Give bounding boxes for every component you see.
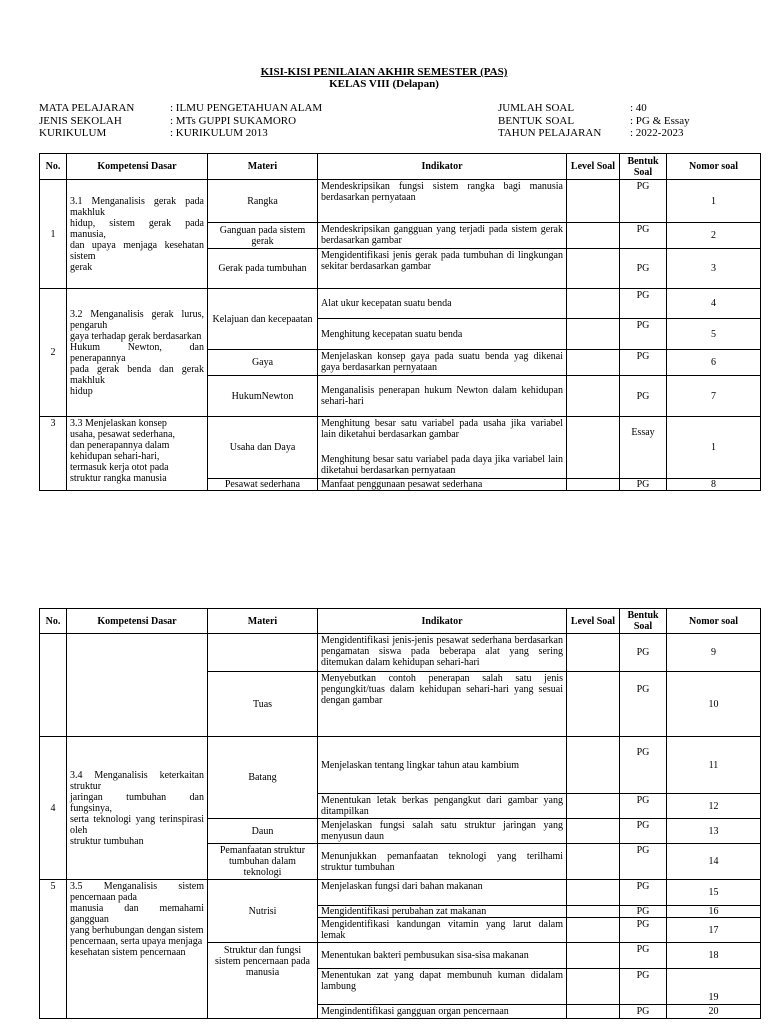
col-header-materi: Materi — [208, 154, 318, 180]
cell-indikator: Menjelaskan tentang lingkar tahun atau kambium — [318, 737, 567, 794]
cell-materi — [208, 634, 318, 672]
cell-indikator: Menentukan zat yang dapat membunuh kuman didalam lambung — [318, 969, 567, 1005]
cell-indikator: Mengidentifikasi jenis gerak pada tumbuhan di lingkungan sekitar berdasarkan gambar — [318, 249, 567, 289]
cell-level — [567, 1005, 620, 1019]
cell-indikator: Menentukan letak berkas pengangkut dari gambar yang ditampilkan — [318, 794, 567, 819]
info-value: : KURIKULUM 2013 — [170, 127, 268, 139]
info-label: MATA PELAJARAN — [39, 102, 135, 114]
cell-level — [567, 319, 620, 350]
cell-nomor: 16 — [667, 906, 761, 918]
cell-nomor: 12 — [667, 794, 761, 819]
cell-materi: Usaha dan Daya — [208, 417, 318, 479]
cell-level — [567, 844, 620, 880]
cell-bentuk: PG — [620, 880, 667, 906]
cell-nomor: 1 — [667, 417, 761, 479]
col-header-indikator: Indikator — [318, 609, 567, 634]
cell-bentuk: PG — [620, 794, 667, 819]
col-header-level: Level Soal — [567, 609, 620, 634]
col-header-bentuk: Bentuk Soal — [620, 609, 667, 634]
cell-bentuk: PG — [620, 918, 667, 943]
cell-bentuk: PG — [620, 180, 667, 223]
cell-level — [567, 672, 620, 737]
cell-indikator: Mendeskripsikan gangguan yang terjadi pada sistem gerak berdasarkan gambar — [318, 223, 567, 249]
cell-nomor: 19 — [667, 969, 761, 1005]
cell-bentuk: PG — [620, 350, 667, 376]
document-subtitle: KELAS VIII (Delapan) — [329, 78, 439, 90]
cell-indikator — [318, 417, 567, 479]
col-header-kompetensi: Kompetensi Dasar — [67, 154, 208, 180]
cell-indikator: Menjelaskan fungsi dari bahan makanan — [318, 880, 567, 906]
cell-level — [567, 969, 620, 1005]
cell-indikator: Menunjukkan pemanfaatan teknologi yang terilhami struktur tumbuhan — [318, 844, 567, 880]
cell-nomor: 20 — [667, 1005, 761, 1019]
cell-nomor: 17 — [667, 918, 761, 943]
col-header-no: No. — [40, 609, 67, 634]
cell-level — [567, 289, 620, 319]
cell-level — [567, 634, 620, 672]
kisi-kisi-table-1 — [39, 153, 761, 491]
cell-kompetensi: 3.2 Menganalisis gerak lurus, pengaruh gaya terhadap gerak berdasarkan Hukum Newton, dan penerapannya pada gerak benda dan gerak makhluk hidup — [67, 289, 208, 417]
cell-no: 4 — [40, 737, 67, 880]
cell-nomor: 6 — [667, 350, 761, 376]
cell-materi: Batang — [208, 737, 318, 819]
info-value: : MTs GUPPI SUKAMORO — [170, 114, 297, 127]
table-row — [40, 417, 761, 479]
cell-kompetensi: 3.1 Menganalisis gerak pada makhluk hidup, sistem gerak pada manusia, dan upaya menjaga kesehatan sistem gerak — [67, 180, 208, 289]
table-row — [40, 634, 761, 672]
cell-materi: Tuas — [208, 672, 318, 737]
cell-indikator: Mengidentifikasi jenis-jenis pesawat sederhana berdasarkan pengamatan siswa pada beberapa alat yang sering ditemukan dalam kehidupan sehari-hari — [318, 634, 567, 672]
cell-indikator: Menganalisis penerapan hukum Newton dalam kehidupan sehari-hari — [318, 376, 567, 417]
cell-materi: Ganguan pada sistem gerak — [208, 223, 318, 249]
cell-indikator: Menjelaskan fungsi salah satu struktur jaringan yang menyusun daun — [318, 819, 567, 844]
cell-indikator: Mendeskripsikan fungsi sistem rangka bagi manusia berdasarkan pernyataan — [318, 180, 567, 223]
cell-indikator: Menghitung kecepatan suatu benda — [318, 319, 567, 350]
cell-level — [567, 479, 620, 491]
cell-level — [567, 180, 620, 223]
cell-bentuk: PG — [620, 906, 667, 918]
col-header-indikator: Indikator — [318, 154, 567, 180]
cell-indikator: Menentukan bakteri pembusukan sisa-sisa makanan — [318, 943, 567, 969]
cell-materi: Gaya — [208, 350, 318, 376]
col-header-kompetensi: Kompetensi Dasar — [67, 609, 208, 634]
table-header-row — [40, 154, 761, 180]
cell-no: 1 — [40, 180, 67, 289]
cell-bentuk: PG — [620, 943, 667, 969]
cell-bentuk: PG — [620, 634, 667, 672]
cell-materi: Kelajuan dan kecepaatan — [208, 289, 318, 350]
info-left-values — [170, 102, 322, 140]
cell-bentuk: PG — [620, 672, 667, 737]
cell-level — [567, 376, 620, 417]
cell-bentuk: PG — [620, 1005, 667, 1019]
cell-bentuk: Essay — [620, 417, 667, 479]
cell-level — [567, 880, 620, 906]
cell-kompetensi — [67, 634, 208, 737]
cell-nomor: 7 — [667, 376, 761, 417]
info-right-labels — [498, 102, 601, 140]
info-label: JUMLAH SOAL — [498, 102, 575, 114]
table-row — [40, 289, 761, 319]
cell-nomor: 11 — [667, 737, 761, 794]
cell-bentuk: PG — [620, 319, 667, 350]
cell-level — [567, 819, 620, 844]
info-value: : 2022-2023 — [630, 127, 684, 139]
cell-no — [40, 634, 67, 737]
cell-materi: Pemanfaatan struktur tumbuhan dalam teknologi — [208, 844, 318, 880]
cell-materi: Rangka — [208, 180, 318, 223]
cell-materi: Daun — [208, 819, 318, 844]
cell-nomor: 18 — [667, 943, 761, 969]
cell-level — [567, 223, 620, 249]
table-row — [40, 880, 761, 906]
cell-nomor: 1 — [667, 180, 761, 223]
kisi-kisi-table-2 — [39, 608, 761, 1019]
info-value: : PG & Essay — [630, 114, 690, 127]
cell-no: 3 — [40, 417, 67, 491]
info-label: BENTUK SOAL — [498, 114, 575, 127]
cell-level — [567, 417, 620, 479]
cell-level — [567, 906, 620, 918]
cell-materi: Nutrisi — [208, 880, 318, 943]
cell-no: 5 — [40, 880, 67, 1019]
cell-materi: HukumNewton — [208, 376, 318, 417]
cell-nomor: 5 — [667, 319, 761, 350]
table-row — [40, 180, 761, 223]
cell-nomor: 9 — [667, 634, 761, 672]
info-left-labels — [39, 102, 134, 140]
cell-kompetensi: 3.5 Menganalisis sistem pencernaan pada manusia dan memahami gangguan yang berhubungan dengan sistem pencernaan, serta upaya menjaga kesehatan sistem pencernaan — [67, 880, 208, 1019]
cell-materi: Struktur dan fungsi sistem pencernaan pada manusia — [208, 943, 318, 1019]
cell-level — [567, 918, 620, 943]
cell-bentuk: PG — [620, 289, 667, 319]
document-title: KISI-KISI PENILAIAN AKHIR SEMESTER (PAS) — [260, 66, 508, 78]
indikator-line: Menghitung besar satu variabel pada daya jika variabel lain diketahui berdasarkan pernyataan — [321, 454, 563, 476]
col-header-level: Level Soal — [567, 154, 620, 180]
cell-bentuk: PG — [620, 819, 667, 844]
cell-nomor: 15 — [667, 880, 761, 906]
cell-bentuk: PG — [620, 249, 667, 289]
col-header-materi: Materi — [208, 609, 318, 634]
cell-indikator: Alat ukur kecepatan suatu benda — [318, 289, 567, 319]
cell-level — [567, 737, 620, 794]
info-label: JENIS SEKOLAH — [39, 114, 122, 127]
info-label: TAHUN PELAJARAN — [498, 127, 602, 139]
col-header-no: No. — [40, 154, 67, 180]
table-row — [40, 737, 761, 794]
cell-indikator: Mengindentifikasi gangguan organ pencernaan — [318, 1005, 567, 1019]
cell-level — [567, 794, 620, 819]
cell-bentuk: PG — [620, 223, 667, 249]
cell-indikator: Mengidentifikasi kandungan vitamin yang larut dalam lemak — [318, 918, 567, 943]
cell-indikator: Menyebutkan contoh penerapan salah satu jenis pengungkit/tuas dalam kehidupan sehari-hari yang sesuai dengan gambar — [318, 672, 567, 737]
info-right-values — [630, 102, 690, 140]
cell-bentuk: PG — [620, 737, 667, 794]
cell-materi: Pesawat sederhana — [208, 479, 318, 491]
cell-indikator: Manfaat penggunaan pesawat sederhana — [318, 479, 567, 491]
col-header-nomor: Nomor soal — [667, 609, 761, 634]
cell-kompetensi: 3.4 Menganalisis keterkaitan struktur jaringan tumbuhan dan fungsinya, serta teknologi yang terinspirasi oleh struktur tumbuhan — [67, 737, 208, 880]
cell-bentuk: PG — [620, 969, 667, 1005]
cell-indikator: Mengidentifikasi perubahan zat makanan — [318, 906, 567, 918]
indikator-line: Menghitung besar satu variabel pada usaha jika variabel lain diketahui berdasarkan gambar — [321, 418, 563, 440]
cell-bentuk: PG — [620, 844, 667, 880]
cell-nomor: 4 — [667, 289, 761, 319]
cell-level — [567, 350, 620, 376]
cell-nomor: 14 — [667, 844, 761, 880]
cell-nomor: 2 — [667, 223, 761, 249]
info-value: : ILMU PENGETAHUAN ALAM — [170, 102, 323, 114]
cell-materi: Gerak pada tumbuhan — [208, 249, 318, 289]
cell-nomor: 3 — [667, 249, 761, 289]
cell-level — [567, 249, 620, 289]
cell-nomor: 13 — [667, 819, 761, 844]
cell-level — [567, 943, 620, 969]
info-label: KURIKULUM — [39, 127, 107, 139]
table-header-row — [40, 609, 761, 634]
cell-kompetensi: 3.3 Menjelaskan konsep usaha, pesawat sederhana, dan penerapannya dalam kehidupan sehari-hari, termasuk kerja otot pada struktur rangka manusia — [67, 417, 208, 491]
cell-nomor: 8 — [667, 479, 761, 491]
col-header-bentuk: Bentuk Soal — [620, 154, 667, 180]
cell-no: 2 — [40, 289, 67, 417]
cell-indikator: Menjelaskan konsep gaya pada suatu benda yag dikenai gaya berdasarkan pernyataan — [318, 350, 567, 376]
info-value: : 40 — [630, 102, 647, 114]
cell-bentuk: PG — [620, 376, 667, 417]
col-header-nomor: Nomor soal — [667, 154, 761, 180]
cell-bentuk: PG — [620, 479, 667, 491]
cell-nomor: 10 — [667, 672, 761, 737]
